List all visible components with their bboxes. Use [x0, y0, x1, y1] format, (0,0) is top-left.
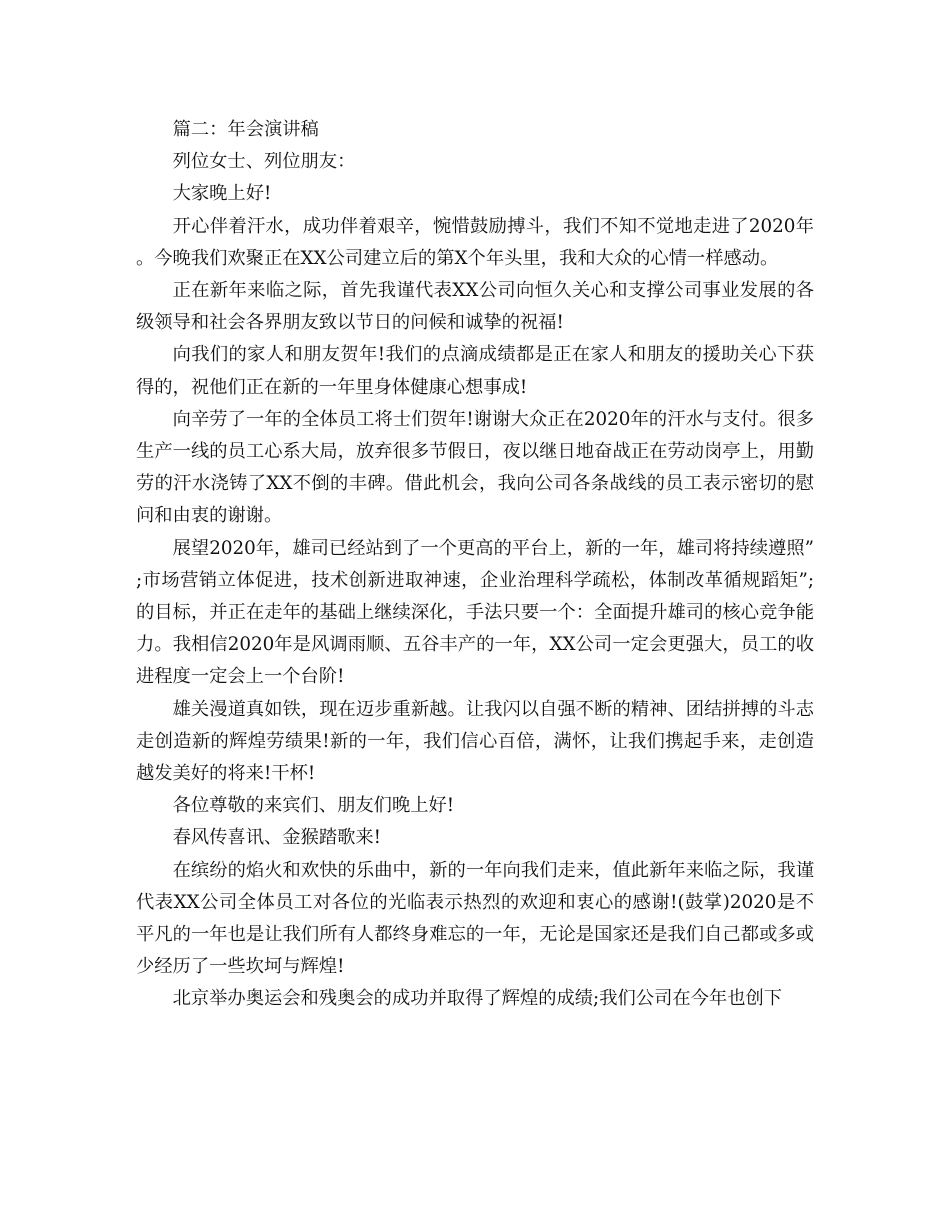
section-title: 篇二：年会演讲稿: [172, 119, 319, 140]
paragraph-outlook: 展望2020年，雄司已经站到了一个更高的平台上，新的一年，雄司将持续遵照”;市场营销立体促进，技术创新进取神速，企业治理科学疏松，体制改革循规蹈矩”;的目标，并正在走年的基础上继续深化，手法只要一个：全面提升雄司的核心竞争能力。我相信2020年是风调雨顺、五谷丰产的一年，XX公司一定会更强大，员工的收进程度一定会上一个台阶!: [136, 537, 814, 688]
paragraph-salutation: 列位女士、列位朋友：: [172, 151, 356, 173]
paragraph-spring-greeting: 春风传喜讯、金猴踏歌来!: [172, 827, 382, 849]
paragraph-greeting: 大家晚上好!: [172, 183, 272, 205]
paragraph-new-year-wishes: 正在新年来临之际，首先我谨代表XX公司向恒久关心和支撑公司事业发展的各级领导和社会各界朋友致以节日的问候和诚挚的祝福!: [136, 280, 814, 334]
paragraph-staff-thanks: 向辛劳了一年的全体员工将士们贺年!谢谢大众正在2020年的汗水与支付。很多生产一线的员工心系大局，放弃很多节假日，夜以继日地奋战正在劳动岗亭上，用勤劳的汗水浇铸了XX不倒的丰碑。借此机会，我向公司各条战线的员工表示密切的慰问和由衷的谢谢。: [136, 408, 814, 527]
paragraph-opening: 开心伴着汗水，成功伴着艰辛，惋惜鼓励搏斗，我们不知不觉地走进了2020年。今晚我们欢聚正在XX公司建立后的第X个年头里，我和大众的心情一样感动。: [136, 215, 814, 269]
paragraph-welcome: 在缤纷的焰火和欢快的乐曲中，新的一年向我们走来，值此新年来临之际，我谨代表XX公司全体员工对各位的光临表示热烈的欢迎和衷心的感谢!(鼓掌)2020是不平凡的一年也是让我们所有人都终身难忘的一年，无论是国家还是我们自己都或多或少经历了一些坎坷与辉煌!: [136, 859, 814, 978]
document-body: [136, 114, 814, 1016]
paragraph-guests-greeting: 各位尊敬的来宾们、朋友们晚上好!: [172, 795, 455, 817]
paragraph-achievements: 北京举办奥运会和残奥会的成功并取得了辉煌的成绩;我们公司在今年也创下: [172, 988, 783, 1010]
paragraph-toast: 雄关漫道真如铁，现在迈步重新越。让我闪以自强不断的精神、团结拼搏的斗志走创造新的辉煌劳绩果!新的一年，我们信心百倍，满怀，让我们携起手来，走创造越发美好的将来!干杯!: [136, 698, 814, 785]
paragraph-family-thanks: 向我们的家人和朋友贺年!我们的点滴成绩都是正在家人和朋友的援助关心下获得的，祝他们正在新的一年里身体健康心想事成!: [136, 344, 814, 398]
